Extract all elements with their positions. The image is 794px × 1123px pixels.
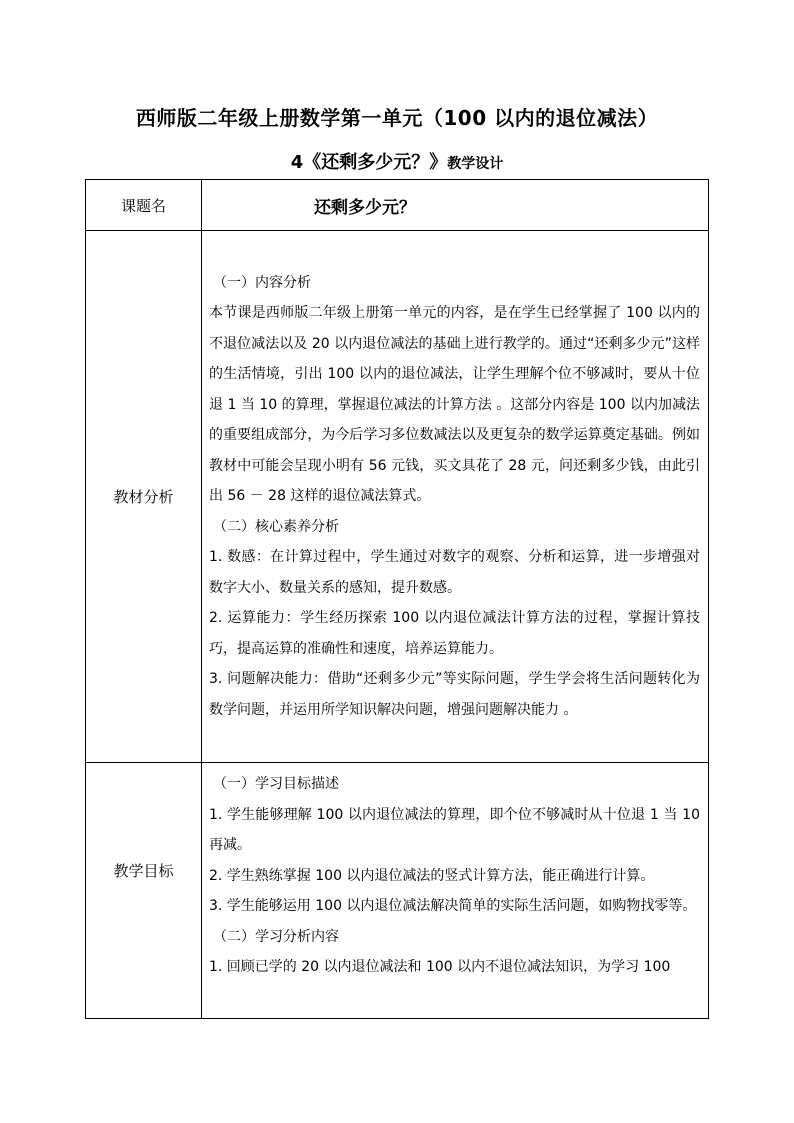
material-analysis-row — [86, 231, 709, 763]
learning-goal-item: 2. 学生熟练掌握 100 以内退位减法的竖式计算方法，能正确进行计算。 — [209, 867, 655, 884]
core-literacy-item: 2. 运算能力：学生经历探索 100 以内退位减法计算方法的过程，掌握计算技巧，提高运算的准确性和速度，培养运算能力。 — [209, 610, 700, 657]
content-analysis-paragraph: 本节课是西师版二年级上册第一单元的内容，是在学生已经掌握了 100 以内的不退位减法以及 20 以内退位减法的基础上进行教学的。通过“还剩多少元”这样的生活情境，引出 100 以内的退位减法，让学生理解个位不够减时，要从十位退 1 当 10 的算理，掌握退位减法的计算方法 。这部分内容是 100 以内加减法的重要组成部分，为今后学习多位数减法以及更复杂的数学运算奠定基础。例如教材中可能会呈现小明有 56 元钱，买文具花了 28 元，问还剩多少钱，由此引出 56 － 28 这样的退位减法算式。 — [209, 305, 700, 505]
page-title: 西师版二年级上册数学第一单元（100 以内的退位减法） — [135, 106, 659, 130]
core-literacy-item: 1. 数感：在计算过程中，学生通过对数字的观察、分析和运算，进一步增强对数字大小、数量关系的感知，提升数感。 — [209, 549, 700, 596]
topic-label: 课题名 — [86, 180, 202, 231]
material-analysis-content — [202, 231, 709, 763]
material-analysis-label: 教材分析 — [86, 231, 202, 763]
topic-value: 还剩多少元？ — [202, 180, 709, 231]
learning-goals-heading: （一）学习目标描述 — [213, 776, 339, 792]
lesson-plan-table — [85, 179, 709, 1019]
learning-goal-item: 3. 学生能够运用 100 以内退位减法解决简单的实际生活问题，如购物找零等。 — [209, 898, 697, 914]
teaching-goals-label: 教学目标 — [86, 763, 202, 1019]
core-literacy-item: 3. 问题解决能力：借助“还剩多少元”等实际问题，学生学会将生活问题转化为数学问题，并运用所学知识解决问题，增强问题解决能力 。 — [209, 671, 700, 718]
page-subtitle — [0, 148, 794, 174]
learning-content-heading: （二）学习分析内容 — [213, 928, 339, 945]
subtitle-main: 4《还剩多少元？》 — [290, 152, 448, 173]
content-analysis-heading: （一）内容分析 — [213, 274, 311, 291]
teaching-goals-row — [86, 763, 709, 1019]
learning-goal-item: 1. 学生能够理解 100 以内退位减法的算理，即个位不够减时从十位退 1 当 10 再减。 — [209, 806, 700, 853]
topic-row — [86, 180, 709, 231]
teaching-goals-content — [202, 763, 709, 1019]
subtitle-suffix: 教学设计 — [447, 156, 504, 172]
core-literacy-heading: （二）核心素养分析 — [213, 518, 339, 535]
learning-content-item: 1. 回顾已学的 20 以内退位减法和 100 以内不退位减法知识，为学习 100 — [209, 959, 671, 975]
